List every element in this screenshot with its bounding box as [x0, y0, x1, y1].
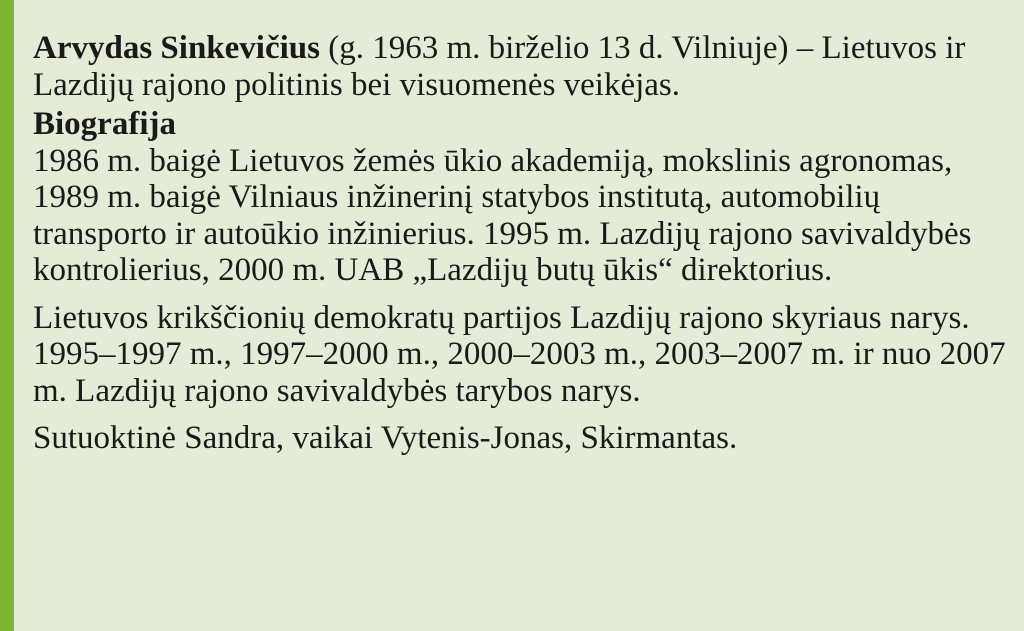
- paragraph-family: Sutuoktinė Sandra, vaikai Vytenis-Jonas, Skirmantas.: [33, 420, 738, 456]
- paragraph-politics: Lietuvos krikščionių demokratų partijos Lazdijų rajono skyriaus narys. 1995–1997 m., 1997–2000 m., 2000–2003 m., 2003–2007 m. ir nuo 2007 m. Lazdijų rajono savivaldybės tarybos narys.: [33, 299, 1006, 409]
- section-heading: Biografija: [33, 106, 176, 142]
- article-intro: [33, 30, 1018, 103]
- paragraph-education: 1986 m. baigė Lietuvos žemės ūkio akademiją, mokslinis agronomas, 1989 m. baigė Vilniaus inžinerinį statybos institutą, automobilių transporto ir autoūkio inžinierius. 1995 m. Lazdijų rajono savivaldybės kontrolierius, 2000 m. UAB „Lazdijų butų ūkis“ direktorius.: [33, 142, 972, 288]
- person-name: Arvydas Sinkevičius: [33, 30, 320, 66]
- accent-bar: [0, 0, 14, 631]
- article-content: [33, 30, 1018, 468]
- intro-text: (g. 1963 m. birželio 13 d. Vilniuje) – Lietuvos ir Lazdijų rajono politinis bei visuomenės veikėjas.: [33, 30, 966, 103]
